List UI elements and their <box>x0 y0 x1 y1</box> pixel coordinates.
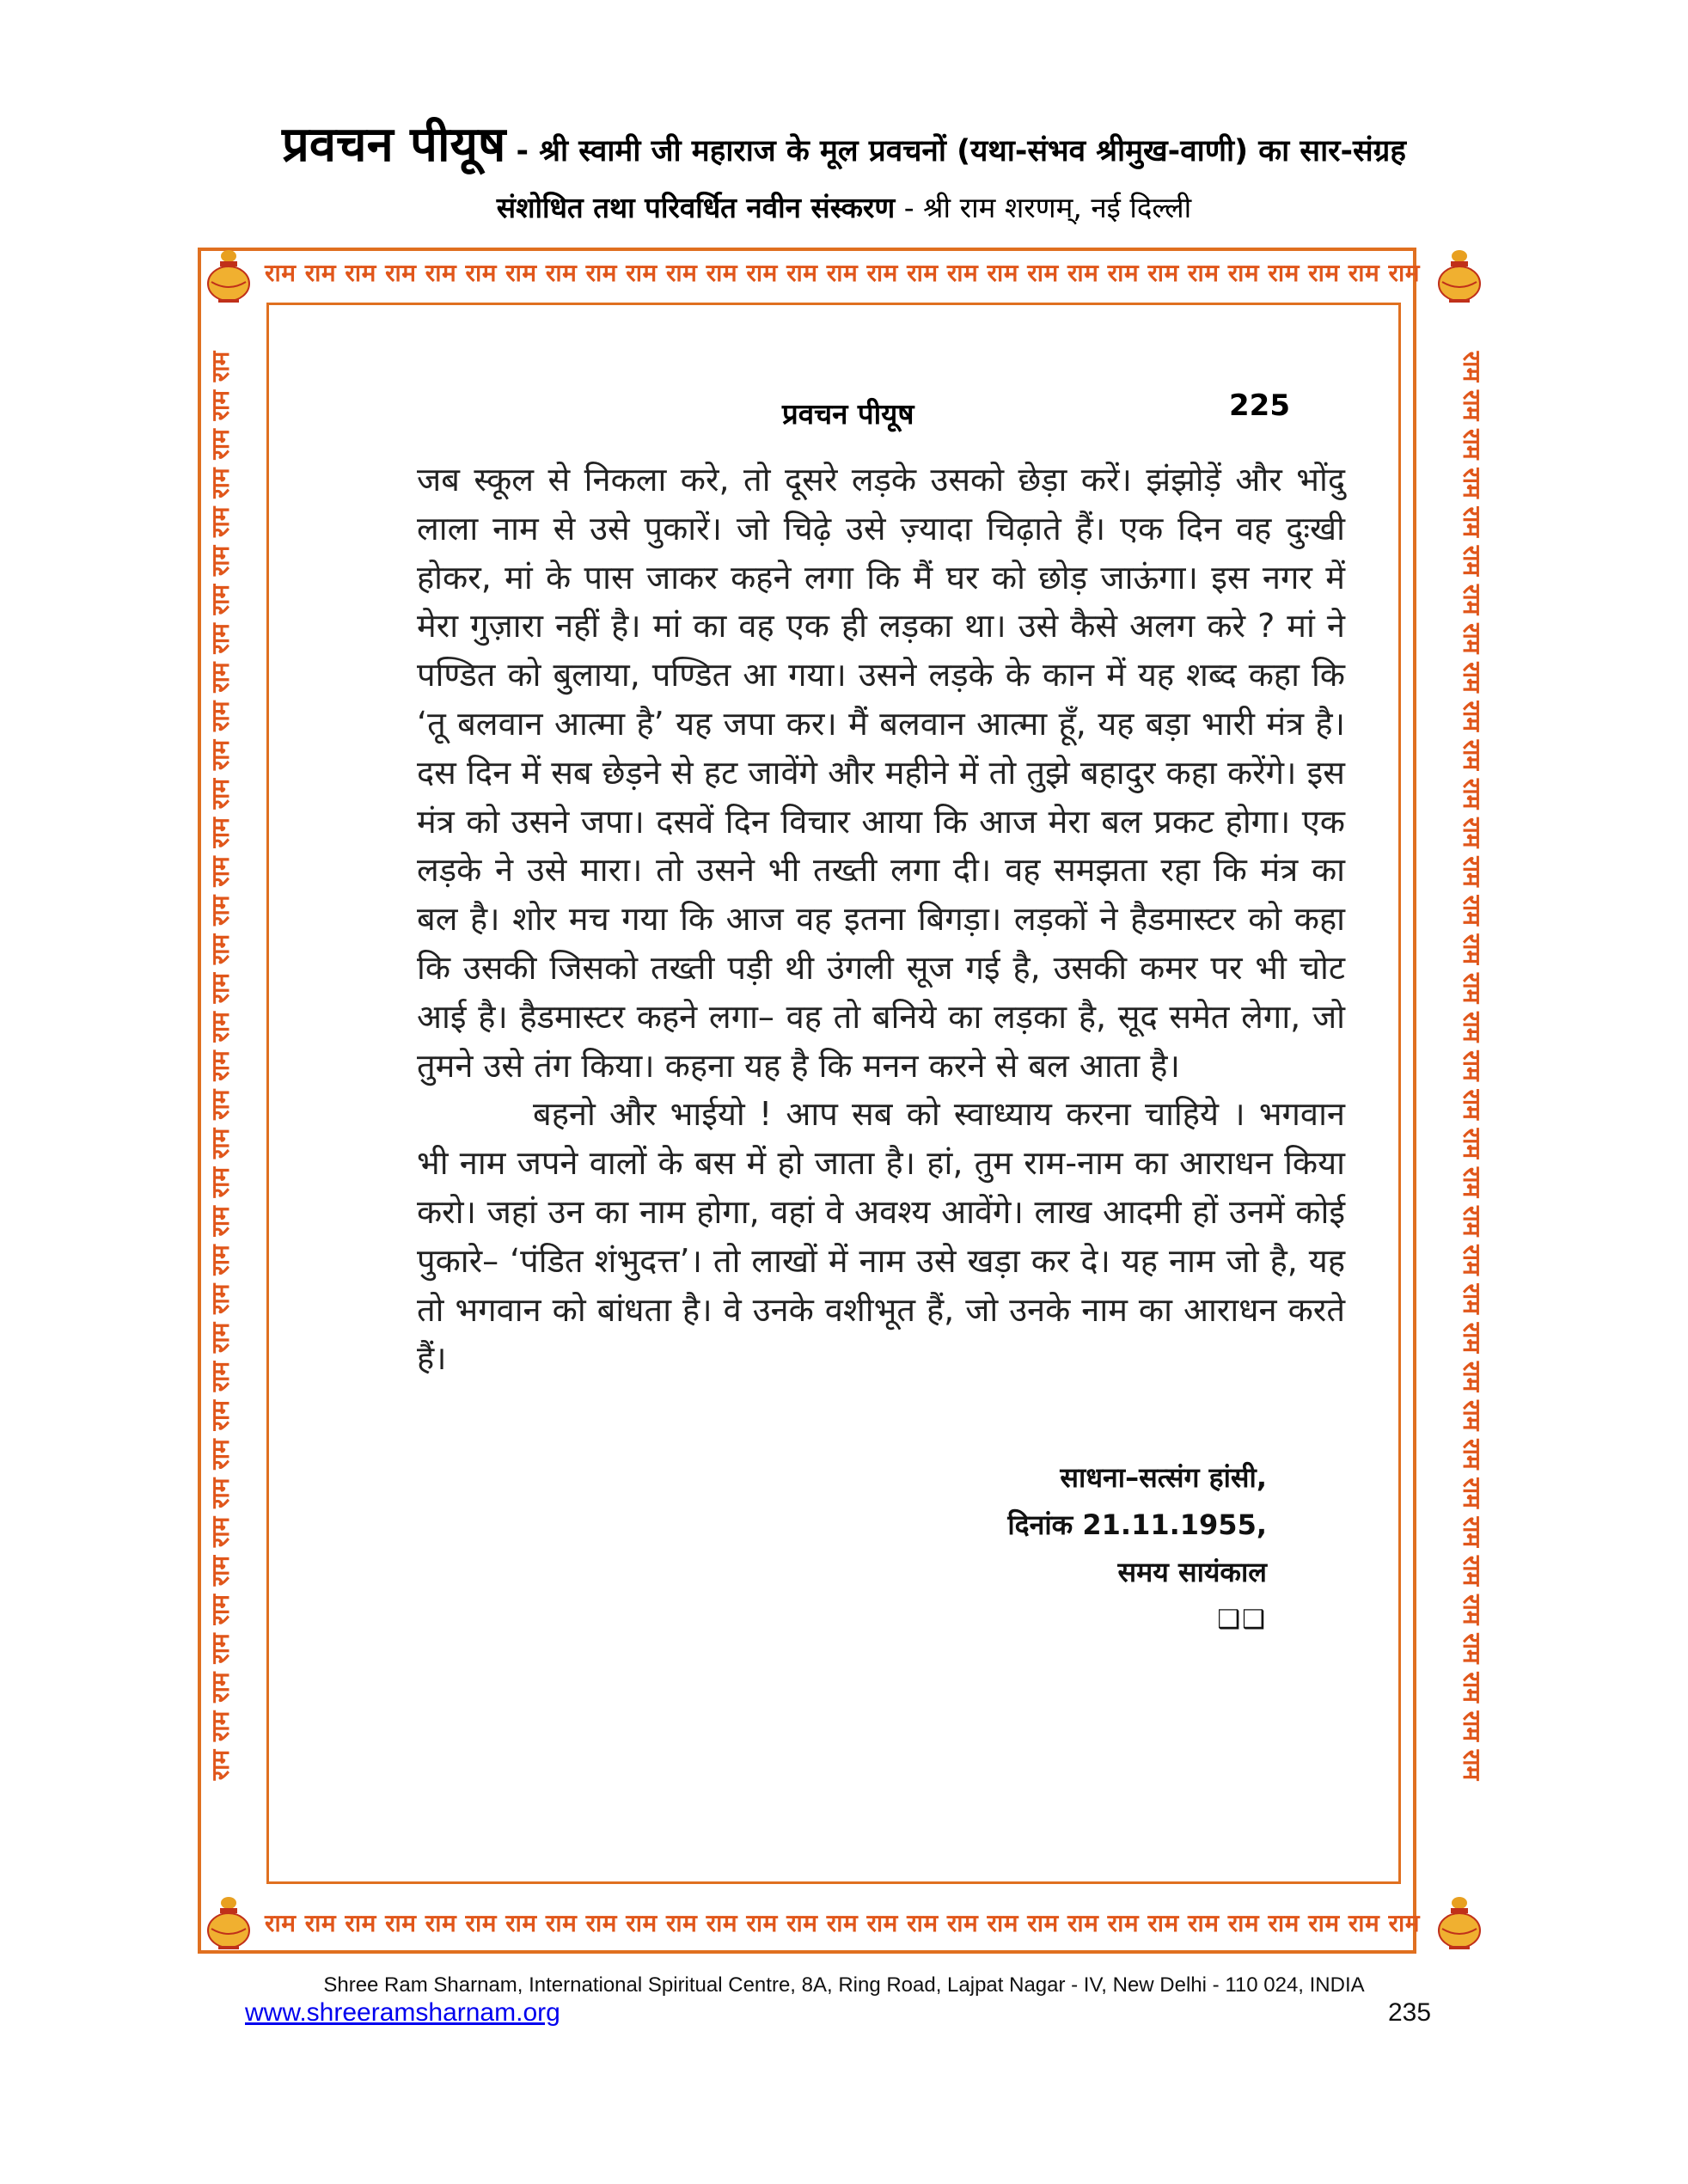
ram-border-bottom: राम राम राम राम राम राम राम राम राम राम राम राम राम राम राम राम राम राम राम राम राम राम राम राम राम राम राम राम राम <box>265 1909 1420 1937</box>
kalash-icon <box>1435 249 1483 303</box>
running-title: प्रवचन पीयूष <box>782 397 914 431</box>
ram-border-left: राम राम राम राम राम राम राम राम राम राम राम राम राम राम राम राम राम राम राम राम राम राम राम राम राम राम राम राम राम राम राम राम राम राम राम राम राम <box>206 351 235 1781</box>
kalash-icon <box>205 249 253 303</box>
document-header <box>0 110 1688 175</box>
footer-address: Shree Ram Sharnam, International Spiritual Centre, 8A, Ring Road, Lajpat Nagar - IV, New Delhi - 110 024, INDIA <box>323 1973 1365 1997</box>
edition-bold: संशोधित तथा परिवर्धित नवीन संस्करण <box>496 191 896 224</box>
header-subtitle: श्री स्वामी जी महाराज के मूल प्रवचनों (यथा-संभव श्रीमुख-वाणी) का सार-संग्रह <box>539 134 1406 168</box>
pdf-page-number: 235 <box>1388 1998 1432 2027</box>
paragraph: बहनो और भाईयो ! आप सब को स्वाध्याय करना चाहिये । भगवान भी नाम जपने वालों के बस में हो जाता है। हां, तुम राम-नाम का आराधन किया करो। जहां उन का नाम होगा, वहां वे अवश्य आवेंगे। लाख आदमी हों उनमें कोई पुकारे– ‘पंडित शंभुदत्त’। तो लाखों में नाम उसे खड़ा कर दे। यह नाम जो है, यह तो भगवान को बांधता है। वे उनके वशीभूत हैं, जो उनके नाम का आराधन करते हैं। <box>417 1095 1345 1378</box>
ram-border-right: राम राम राम राम राम राम राम राम राम राम राम राम राम राम राम राम राम राम राम राम राम राम राम राम राम राम राम राम राम राम राम राम राम राम राम राम राम <box>1458 351 1486 1781</box>
body-text <box>417 456 1345 1383</box>
signature-date: दिनांक 21.11.1955, <box>1007 1508 1267 1541</box>
signature-block <box>1007 1454 1267 1643</box>
signature-time: समय सायंकाल <box>1117 1556 1267 1588</box>
kalash-icon <box>205 1896 253 1949</box>
book-page-number: 225 <box>1229 388 1290 423</box>
kalash-icon <box>1435 1896 1483 1949</box>
website-link[interactable]: www.shreeramsharnam.org <box>245 1998 560 2027</box>
end-mark: ❑❑ <box>1217 1605 1267 1635</box>
header-title: प्रवचन पीयूष <box>282 117 506 173</box>
edition-publisher: - श्री राम शरणम्, नई दिल्ली <box>895 191 1192 224</box>
edition-line <box>0 187 1688 226</box>
signature-place: साधना–सत्संग हांसी, <box>1060 1461 1267 1494</box>
header-separator: - <box>505 134 540 168</box>
ram-border-top: राम राम राम राम राम राम राम राम राम राम राम राम राम राम राम राम राम राम राम राम राम राम राम राम राम राम राम राम राम <box>265 259 1420 287</box>
paragraph: जब स्कूल से निकला करे, तो दूसरे लड़के उसको छेड़ा करें। झंझोड़ें और भोंदु लाला नाम से उसे पुकारें। जो चिढ़े उसे ज़्यादा चिढ़ाते हैं। एक दिन वह दुःखी होकर, मां के पास जाकर कहने लगा कि मैं घर को छोड़ जाऊंगा। इस नगर में मेरा गुज़ारा नहीं है। मां का वह एक ही लड़का था। उसे कैसे अलग करे ? मां ने पण्डित को बुलाया, पण्डित आ गया। उसने लड़के के कान में यह शब्द कहा कि ‘तू बलवान आत्मा है’ यह जपा कर। मैं बलवान आत्मा हूँ, यह बड़ा भारी मंत्र है। दस दिन में सब छेड़ने से हट जावेंगे और महीने में तो तुझे बहादुर कहा करेंगे। इस मंत्र को उसने जपा। दसवें दिन विचार आया कि आज मेरा बल प्रकट होगा। एक लड़के ने उसे मारा। तो उसने भी तख्ती लगा दी। वह समझता रहा कि मंत्र का बल है। शोर मच गया कि आज वह इतना बिगड़ा। लड़कों ने हैडमास्टर को कहा कि उसकी जिसको तख्ती पड़ी थी उंगली सूज गई है, उसकी कमर पर भी चोट आई है। हैडमास्टर कहने लगा– वह तो बनिये का लड़का है, सूद समेत लेगा, जो तुमने उसे तंग किया। कहना यह है कि मनन करने से बल आता है। <box>417 461 1345 1085</box>
